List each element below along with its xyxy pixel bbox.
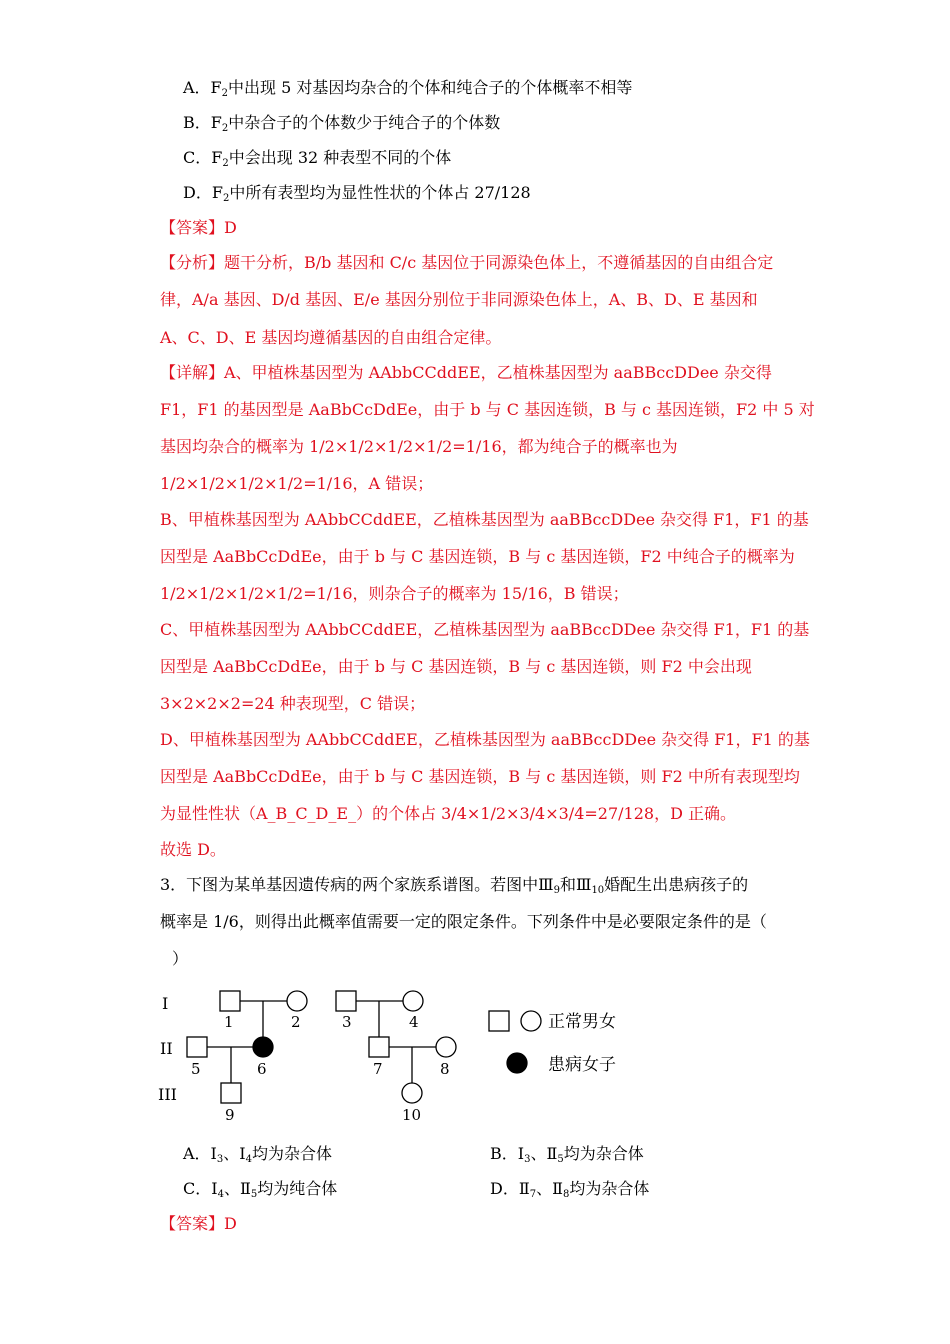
gen-label: I (162, 994, 169, 1013)
option-q3-b: B．$I_3$、$Ⅱ_5$均为杂合体 (490, 1144, 644, 1165)
detail-line: 【详解】A、甲植株基因型为 AAbbCCddEE，乙植株基因型为 aaBBccDDee 杂交得 (160, 363, 772, 382)
individual-label: 5 (191, 1060, 201, 1078)
option-q2-c: C．$F_2$中会出现 32 种表型不同的个体 (183, 148, 452, 169)
individual-9-male (221, 1083, 241, 1103)
detail-line: 1/2×1/2×1/2×1/2=1/16，则杂合子的概率为 15/16，B 错误； (160, 584, 629, 603)
option-q2-a: A．$F_2$中出现 5 对基因均杂合的个体和纯合子的个体概率不相等 (183, 78, 633, 99)
individual-2-female (287, 991, 307, 1011)
individual-label: 1 (224, 1013, 234, 1031)
individual-3-male (336, 991, 356, 1011)
analysis-line: 律，A/a 基因、D/d 基因、E/e 基因分别位于非同源染色体上，A、B、D、E 基因和 (160, 290, 758, 309)
option-q3-c: C．$I_4$、$Ⅱ_5$均为纯合体 (183, 1179, 338, 1200)
detail-line: 1/2×1/2×1/2×1/2=1/16，A 错误； (160, 474, 434, 493)
detail-line: F1，F1 的基因型是 AaBbCcDdEe，由于 b 与 C 基因连锁，B 与 c 基因连锁，F2 中 5 对 (160, 400, 815, 419)
gen-label: III (158, 1085, 177, 1104)
detail-line: 因型是 AaBbCcDdEe，由于 b 与 C 基因连锁，B 与 c 基因连锁，则 F2 中所有表现型均 (160, 767, 800, 786)
legend-normal-label: 正常男女 (548, 1012, 616, 1032)
answer-q2: 【答案】D (160, 218, 237, 237)
detail-line: D、甲植株基因型为 AAbbCCddEE，乙植株基因型为 aaBBccDDee 杂交得 F1，F1 的基 (160, 730, 810, 749)
analysis-line: A、C、D、E 基因均遵循基因的自由组合定律。 (160, 328, 502, 347)
individual-4-female (403, 991, 423, 1011)
individual-label: 9 (225, 1106, 235, 1124)
individual-10-female (402, 1083, 422, 1103)
detail-line: 因型是 AaBbCcDdEe，由于 b 与 C 基因连锁，B 与 c 基因连锁，则 F2 中会出现 (160, 657, 752, 676)
question-3-line1: 3．下图为某单基因遗传病的两个家族系谱图。若图中$Ⅲ_9$和$Ⅲ_{10}$婚配生出患病孩子的 (160, 875, 749, 896)
question-3-line3: ） (172, 949, 189, 968)
answer-q3: 【答案】D (160, 1214, 237, 1233)
pedigree-diagram (150, 980, 650, 1130)
detail-line: C、甲植株基因型为 AAbbCCddEE，乙植株基因型为 aaBBccDDee 杂交得 F1，F1 的基 (160, 620, 810, 639)
individual-label: 4 (409, 1013, 419, 1031)
detail-line: B、甲植株基因型为 AAbbCCddEE，乙植株基因型为 aaBBccDDee 杂交得 F1，F1 的基 (160, 510, 809, 529)
conclusion: 故选 D。 (160, 840, 226, 859)
individual-label: 7 (373, 1060, 383, 1078)
analysis-line: 【分析】题干分析，B/b 基因和 C/c 基因位于同源染色体上，不遵循基因的自由组合定 (160, 253, 774, 272)
individual-label: 2 (291, 1013, 301, 1031)
detail-line: 因型是 AaBbCcDdEe，由于 b 与 C 基因连锁，B 与 c 基因连锁，F2 中纯合子的概率为 (160, 547, 795, 566)
individual-1-male (220, 991, 240, 1011)
option-q3-a: A．$I_3$、$I_4$均为杂合体 (183, 1144, 332, 1165)
legend-male-icon (489, 1011, 509, 1031)
option-q3-d: D．$Ⅱ_7$、$Ⅱ_8$均为杂合体 (490, 1179, 650, 1200)
individual-8-female (436, 1037, 456, 1057)
individual-label: 8 (440, 1060, 450, 1078)
individual-label: 6 (257, 1060, 267, 1078)
legend-affected-female-icon (507, 1053, 527, 1073)
detail-line: 为显性性状（A_B_C_D_E_）的个体占 3/4×1/2×3/4×3/4=27/128，D 正确。 (160, 804, 736, 823)
gen-label: II (160, 1039, 173, 1058)
individual-label: 10 (402, 1106, 422, 1124)
legend-affected-label: 患病女子 (548, 1055, 616, 1075)
option-q2-d: D．$F_2$中所有表型均为显性性状的个体占 27/128 (183, 183, 531, 204)
individual-5-male (187, 1037, 207, 1057)
individual-label: 3 (342, 1013, 352, 1031)
detail-line: 3×2×2×2=24 种表现型，C 错误； (160, 694, 426, 713)
option-q2-b: B．$F_2$中杂合子的个体数少于纯合子的个体数 (183, 113, 501, 134)
detail-line: 基因均杂合的概率为 1/2×1/2×1/2×1/2=1/16，都为纯合子的概率也为 (160, 437, 678, 456)
individual-6-affected-female (253, 1037, 273, 1057)
individual-7-male (369, 1037, 389, 1057)
legend-female-icon (521, 1011, 541, 1031)
question-3-line2: 概率是 1/6，则得出此概率值需要一定的限定条件。下列条件中是必要限定条件的是（ (160, 912, 767, 931)
